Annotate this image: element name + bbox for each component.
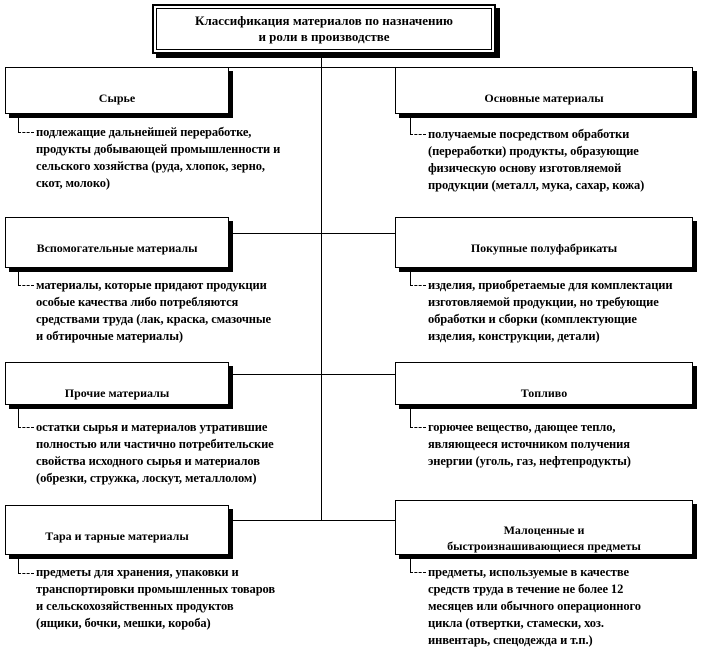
category-box-fuel (395, 362, 693, 405)
category-label: Топливо (520, 386, 568, 400)
description-main-materials: получаемые посредством обработки (переработки) продукты, образующие физическую основу изготовляемой продукции (металл, мука, сахар, кожа) (428, 127, 645, 192)
category-box-containers (5, 505, 229, 555)
left-leader-2 (18, 268, 19, 285)
right-leader-2 (410, 268, 411, 285)
category-box-raw-materials (5, 67, 229, 114)
category-label: Вспомогательные материалы (36, 241, 198, 255)
left-leader-3-tick (18, 427, 34, 428)
right-leader-4-tick (410, 572, 426, 573)
right-leader-2-tick (410, 285, 426, 286)
description-other-materials: остатки сырья и материалов утратившие полностью или частично потребительские свойства исходного сырья и материалов (обрезки, стружка, лоскут, металлолом) (36, 420, 274, 485)
category-label: Покупные полуфабрикаты (470, 241, 618, 255)
description-purchased-semifinished: изделия, приобретаемые для комплектации изготовляемой продукции, но требующие обработки и сборки (комплектующие изделия, конструкции, детали) (428, 278, 673, 343)
category-box-purchased-semifinished (395, 217, 693, 268)
right-leader-1-tick (410, 134, 426, 135)
category-label: Сырье (98, 91, 136, 105)
description-raw-materials: подлежащие дальнейшей переработке, продукты добывающей промышленности и сельского хозяйства (руда, хлопок, зерно, скот, молоко) (36, 125, 281, 190)
category-label: Основные материалы (484, 91, 604, 105)
description-low-value-items: предметы, используемые в качестве средств труда в течение не более 12 месяцев или обычного операционного цикла (отвертки, стамески, хоз. инвентарь, спецодежда и т.п.) (428, 565, 641, 647)
right-leader-3 (410, 405, 411, 427)
right-leader-4 (410, 555, 411, 572)
diagram-title-box (152, 4, 496, 54)
connector-row4 (228, 520, 395, 521)
description-containers: предметы для хранения, упаковки и транспортировки промышленных товаров и сельскохозяйственных продуктов (ящики, бочки, мешки, короба) (36, 565, 276, 630)
right-leader-1 (410, 114, 411, 134)
right-leader-3-tick (410, 427, 426, 428)
left-leader-4-tick (18, 573, 34, 574)
description-auxiliary-materials: материалы, которые придают продукции особые качества либо потребляются средствами труда (лак, краска, смазочные и обтирочные материалы) (36, 278, 271, 343)
category-box-auxiliary-materials (5, 217, 229, 268)
category-label: Тара и тарные материалы (45, 529, 189, 543)
left-leader-4 (18, 555, 19, 573)
left-leader-2-tick (18, 285, 34, 286)
category-box-low-value-items (395, 500, 693, 555)
category-box-main-materials (395, 67, 693, 114)
category-label: Малоценные и быстроизнашивающиеся предметы (447, 523, 641, 553)
connector-row3 (228, 374, 395, 375)
left-leader-1-tick (18, 132, 34, 133)
connector-row2 (228, 233, 395, 234)
left-leader-3 (18, 405, 19, 427)
description-fuel: горючее вещество, дающее тепло, являющееся источником получения энергии (уголь, газ, нефтепродукты) (428, 420, 631, 468)
diagram-title: Классификация материалов по назначению и роли в производстве (195, 13, 453, 44)
left-leader-1 (18, 114, 19, 132)
category-label: Прочие материалы (64, 386, 170, 400)
central-trunk-line (321, 50, 322, 520)
category-box-other-materials (5, 362, 229, 405)
